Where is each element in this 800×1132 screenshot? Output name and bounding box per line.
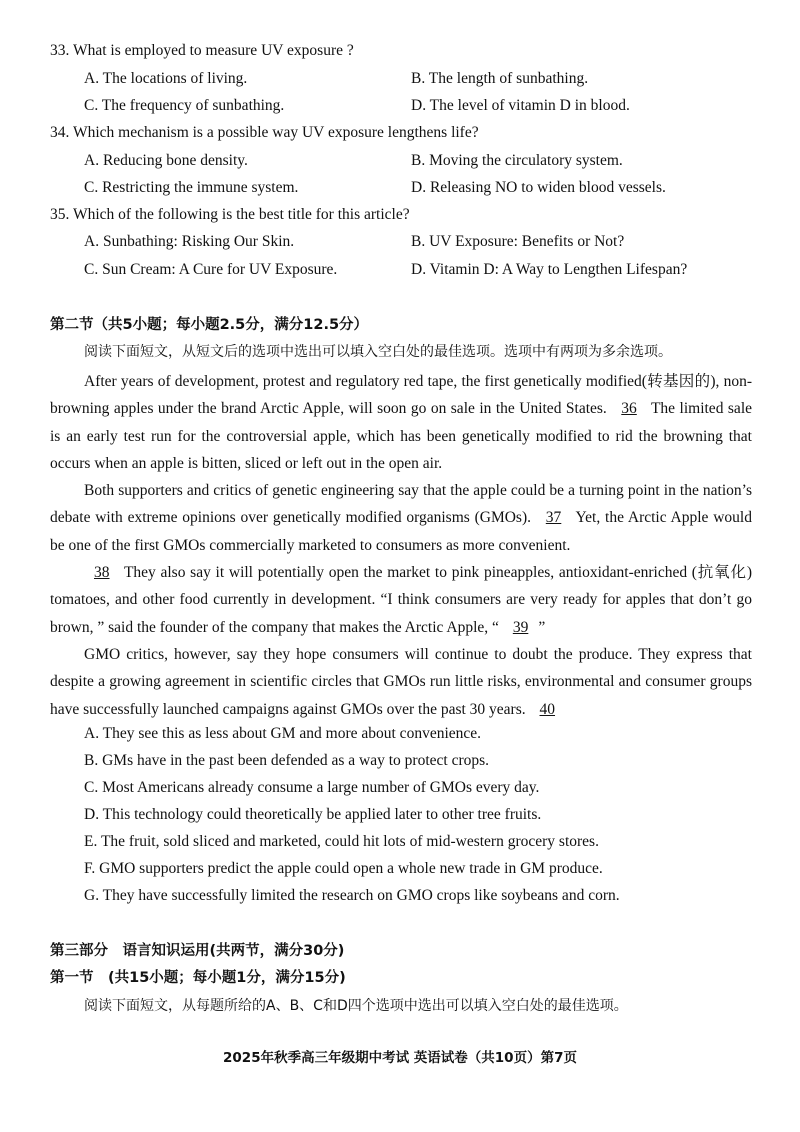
passage-paragraph-2 [50, 477, 752, 559]
choice-c: C. Most Americans already consume a large number of GMOs every day. [84, 779, 540, 796]
question-35-stem: 35. Which of the following is the best title for this article? [50, 206, 410, 223]
passage-p2-part1: Both supporters and critics of genetic engineering say that the apple could be a turning point in the nation’s debate with extreme opinions over genetically modified organisms (GMOs). [50, 482, 752, 527]
choice-d: D. This technology could theoretically be applied later to other tree fruits. [84, 806, 542, 823]
part3-sub-heading: 第一节 (共15小题；每小题1分，满分15分) [50, 970, 346, 986]
part3-heading: 第三部分 语言知识运用(共两节，满分30分) [50, 943, 345, 959]
blank-39: 39 [512, 618, 529, 636]
choice-g: G. They have successfully limited the research on GMO crops like soybeans and corn. [84, 887, 620, 904]
question-34-option-c: C. Restricting the immune system. [84, 179, 299, 196]
blank-36: 36 [621, 400, 637, 418]
passage-p3-part2: ” [538, 618, 546, 636]
passage-paragraph-4 [50, 641, 752, 723]
passage-p2-part2: Yet, the Arctic Apple would be one of the first GMOs commercially marketed to consumers as more convenient. [50, 509, 752, 554]
choice-f: F. GMO supporters predict the apple could open a whole new trade in GM produce. [84, 860, 603, 877]
passage-p1-part2: The limited sale is an early test run for the controversial apple, which has been genetically modified to rid the browning that occurs when an apple is bitten, sliced or left out in the open air. [50, 400, 753, 472]
part3-instruction: 阅读下面短文，从每题所给的A、B、C和D四个选项中选出可以填入空白处的最佳选项。 [84, 998, 628, 1014]
choice-a: A. They see this as less about GM and more about convenience. [84, 725, 482, 742]
question-33-stem: 33. What is employed to measure UV exposure ? [50, 42, 354, 59]
question-33-option-d: D. The level of vitamin D in blood. [411, 97, 630, 114]
question-35-option-d: D. Vitamin D: A Way to Lengthen Lifespan? [411, 261, 688, 278]
choice-b: B. GMs have in the past been defended as a way to protect crops. [84, 752, 490, 769]
page-footer: 2025年秋季高三年级期中考试 英语试卷（共10页）第7页 [223, 1050, 577, 1066]
passage-paragraph-1 [50, 368, 752, 477]
question-34-stem: 34. Which mechanism is a possible way UV exposure lengthens life? [50, 124, 479, 141]
blank-38: 38 [94, 564, 110, 581]
blank-40: 40 [539, 700, 556, 718]
question-33-option-a: A. The locations of living. [84, 70, 248, 87]
question-33-option-c: C. The frequency of sunbathing. [84, 97, 285, 114]
choice-e: E. The fruit, sold sliced and marketed, could hit lots of mid-western grocery stores. [84, 833, 599, 850]
question-35-option-b: B. UV Exposure: Benefits or Not? [411, 233, 625, 250]
question-34-option-d: D. Releasing NO to widen blood vessels. [411, 179, 666, 196]
passage-p1-part1: After years of development, protest and regulatory red tape, the first genetically modified(转基因的), non-browning apples under the brand Arctic Apple, will soon go on sale in the United States. [50, 373, 752, 418]
question-34-option-b: B. Moving the circulatory system. [411, 152, 623, 169]
section2-heading: 第二节（共5小题；每小题2.5分，满分12.5分） [50, 317, 369, 333]
section2-instruction: 阅读下面短文，从短文后的选项中选出可以填入空白处的最佳选项。选项中有两项为多余选项。 [84, 344, 672, 360]
passage-p3-part1: They also say it will potentially open the market to pink pineapples, antioxidant-enriched (抗氧化) tomatoes, and other food currently in development. “I think consumers are very ready for apples that don’t go brown, ” said the founder of the company that makes the Arctic Apple, “ [50, 564, 752, 636]
question-34-option-a: A. Reducing bone density. [84, 152, 248, 169]
question-33-option-b: B. The length of sunbathing. [411, 70, 589, 87]
passage-paragraph-3 [50, 559, 752, 641]
question-35-option-c: C. Sun Cream: A Cure for UV Exposure. [84, 261, 338, 278]
question-35-option-a: A. Sunbathing: Risking Our Skin. [84, 233, 295, 250]
passage-p4-part1: GMO critics, however, say they hope consumers will continue to doubt the produce. They express that despite a growing agreement in scientific circles that GMOs run little risks, environmental and consumer groups have successfully launched campaigns against GMOs over the past 30 years. [50, 646, 752, 718]
blank-37: 37 [545, 509, 562, 527]
